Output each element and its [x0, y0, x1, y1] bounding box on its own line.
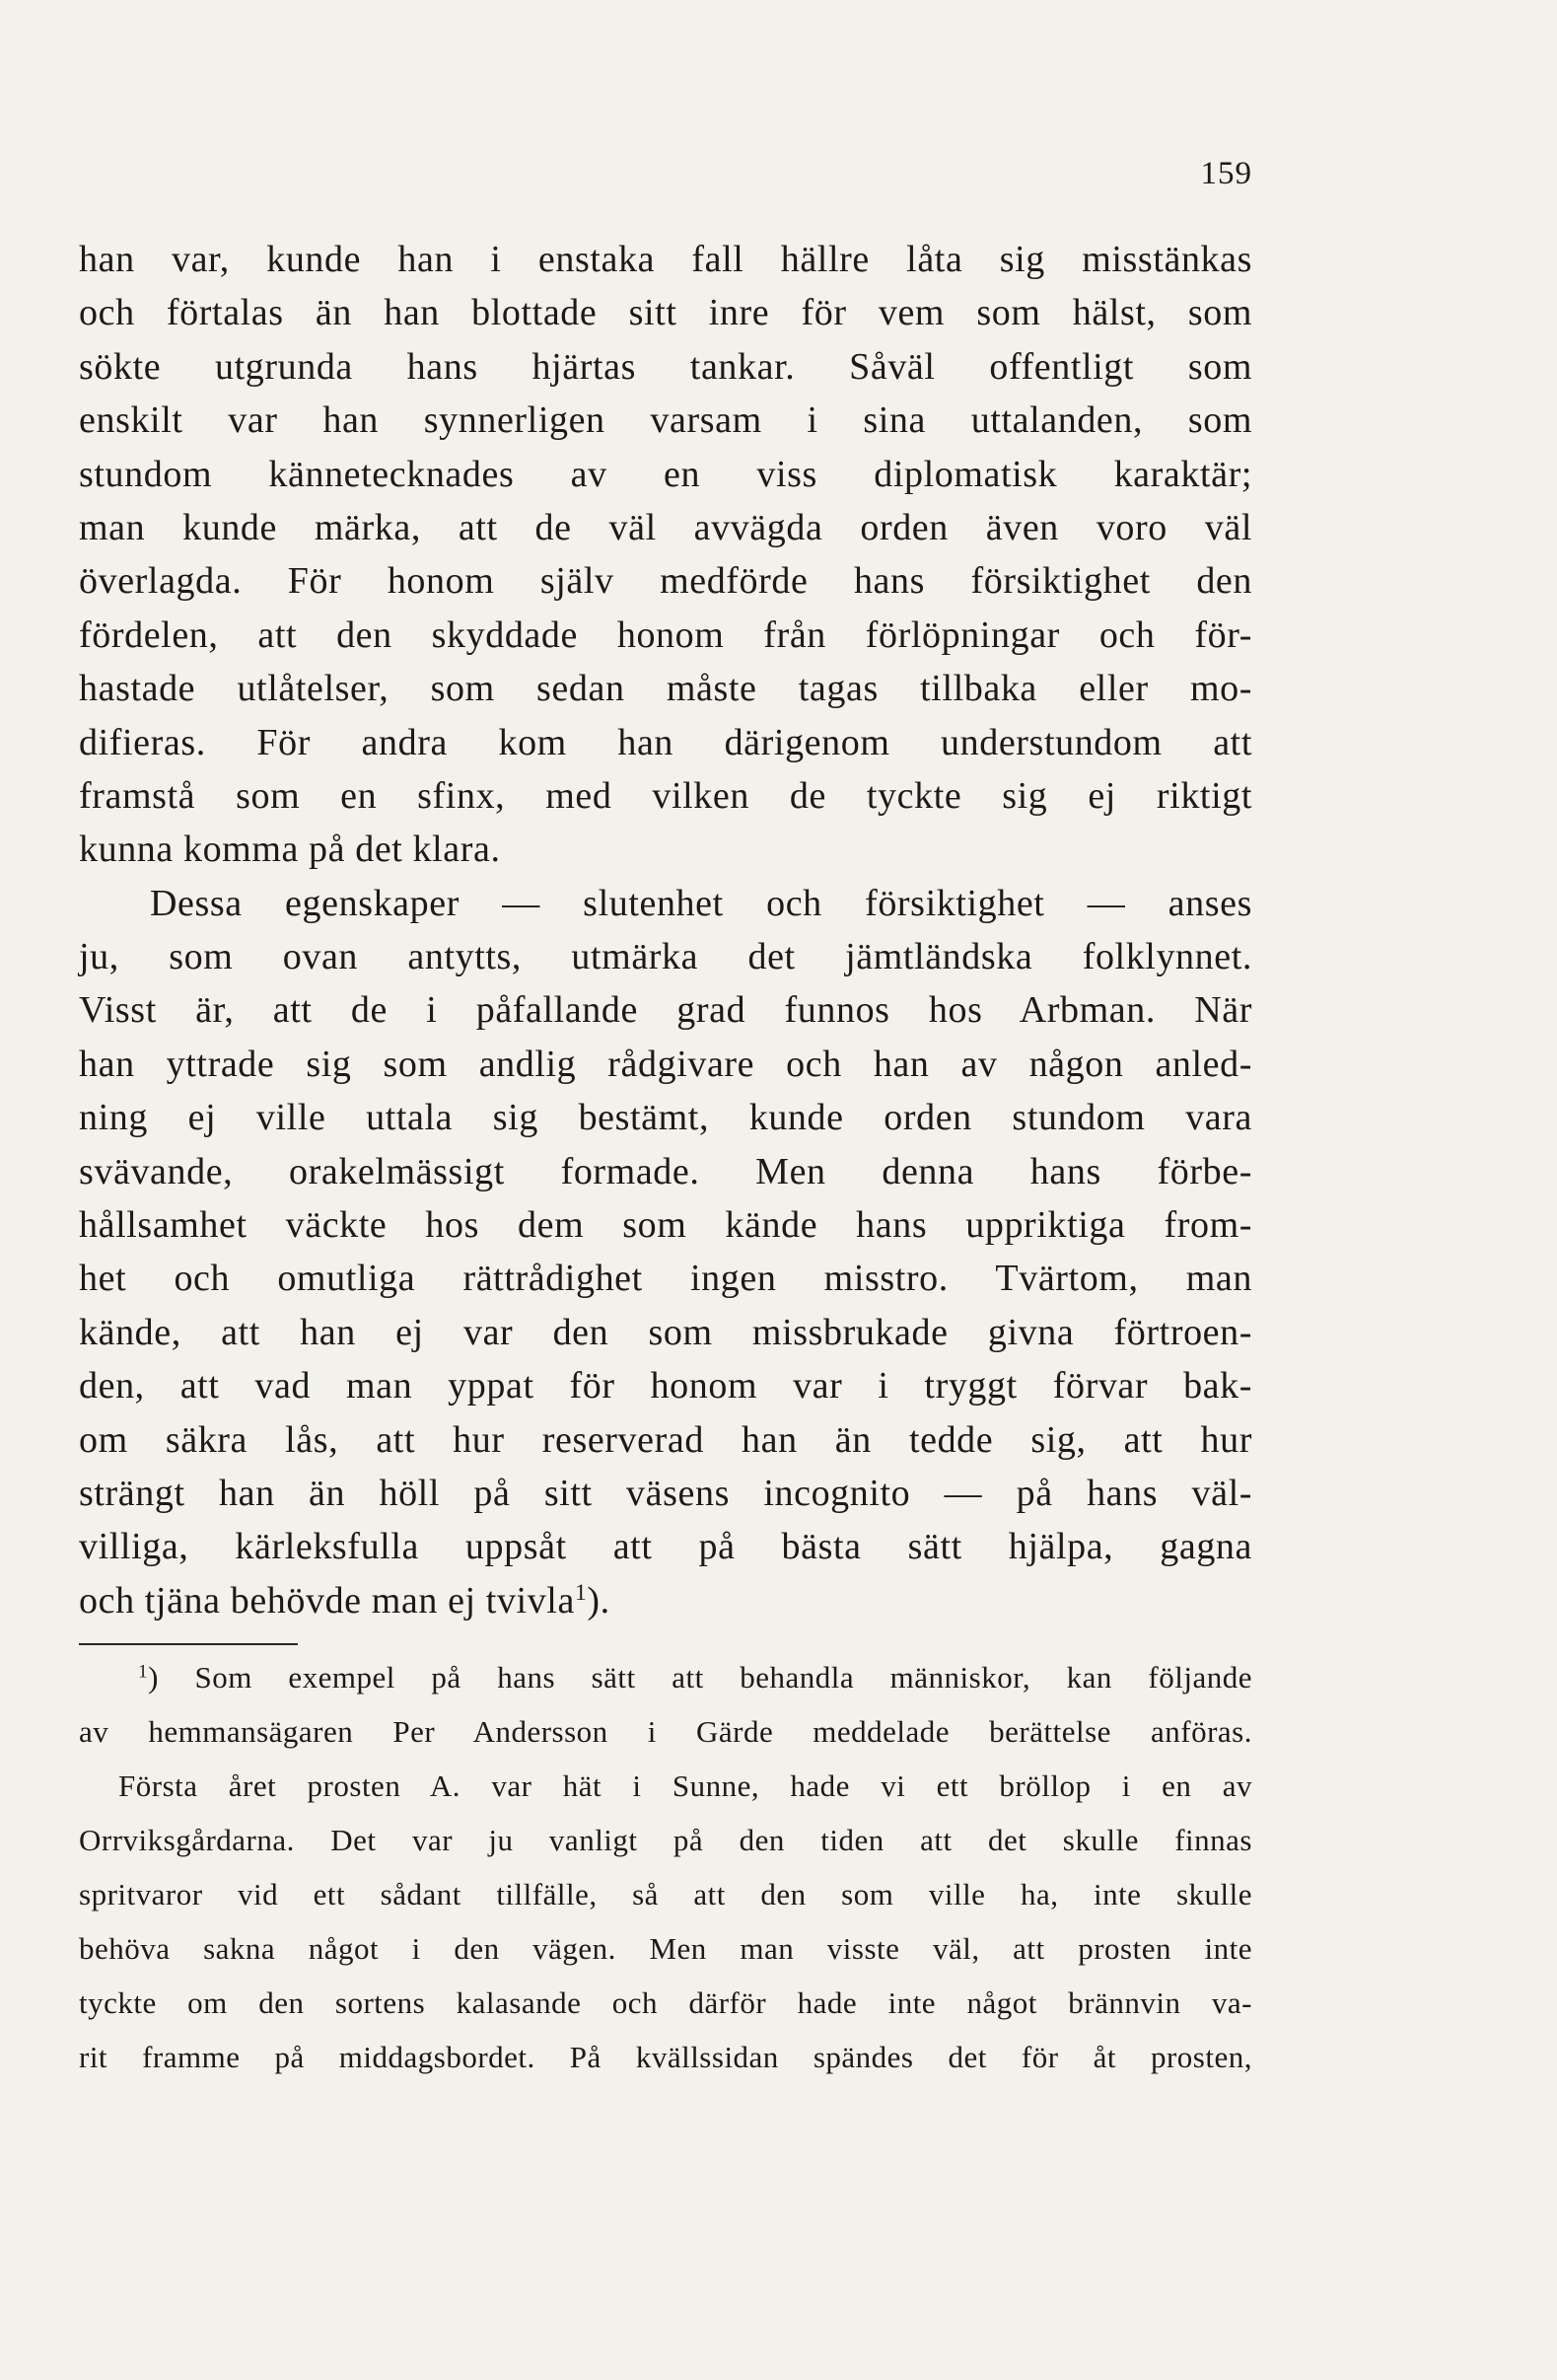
- footnote-line: rit framme på middagsbordet. På kvällssidan spändes det för åt prosten,: [79, 2040, 1252, 2074]
- footnote-line: behöva sakna något i den vägen. Men man visste väl, att prosten inte: [79, 1931, 1252, 1966]
- text-line: hastade utlåtelser, som sedan måste tagas tillbaka eller mo-: [79, 668, 1252, 710]
- text-line: sökte utgrunda hans hjärtas tankar. Såväl offentligt som: [79, 345, 1252, 388]
- text-line: framstå som en sfinx, med vilken de tyckte sig ej riktigt: [79, 774, 1252, 817]
- text-line: kände, att han ej var den som missbrukade givna förtroen-: [79, 1311, 1252, 1353]
- text-line: stundom kännetecknades av en viss diplomatisk karaktär;: [79, 453, 1252, 495]
- text-line: man kunde märka, att de väl avvägda orden även voro väl: [79, 506, 1252, 548]
- text-line: han var, kunde han i enstaka fall hällre låta sig misstänkas: [79, 239, 1252, 280]
- text-line: enskilt var han synnerligen varsam i sina uttalanden, som: [79, 399, 1252, 442]
- text-line: het och omutliga rättrådighet ingen misstro. Tvärtom, man: [79, 1258, 1252, 1300]
- text-line: Visst är, att de i påfallande grad funnos hos Arbman. När: [79, 989, 1252, 1032]
- text-line: överlagda. För honom själv medförde hans försiktighet den: [79, 560, 1252, 603]
- footnote-line: [79, 1650, 1252, 1704]
- footnote-line: Orrviksgårdarna. Det var ju vanligt på den tiden att det skulle finnas: [79, 1823, 1252, 1857]
- footnotes: [79, 1650, 1252, 2084]
- footnote-line: spritvaror vid ett sådant tillfälle, så att den som ville ha, inte skulle: [79, 1877, 1252, 1911]
- text-line: ning ej ville uttala sig bestämt, kunde orden stundom vara: [79, 1097, 1252, 1139]
- text-line-final-content: och tjäna behövde man ej tvivla: [79, 1579, 575, 1622]
- text-line: den, att vad man yppat för honom var i tryggt förvar bak-: [79, 1365, 1252, 1407]
- text-line-final: [79, 1574, 1252, 1627]
- text-line: villiga, kärleksfulla uppsåt att på bästa sätt hjälpa, gagna: [79, 1526, 1252, 1568]
- footnote-separator: [79, 1643, 298, 1645]
- footnote-line-content: ) Som exempel på hans sätt att behandla människor, kan följande: [148, 1660, 1252, 1695]
- text-line: han yttrade sig som andlig rådgivare och han av någon anled-: [79, 1043, 1252, 1085]
- text-line: Dessa egenskaper — slutenhet och försiktighet — anses: [150, 882, 1252, 924]
- text-line: hållsamhet väckte hos dem som kände hans uppriktiga from-: [79, 1204, 1252, 1247]
- text-line: ju, som ovan antytts, utmärka det jämtländska folklynnet.: [79, 936, 1252, 978]
- text-line: difieras. För andra kom han därigenom understundom att: [79, 721, 1252, 763]
- footnote-line: Första året prosten A. var hät i Sunne, hade vi ett bröllop i en av: [118, 1768, 1252, 1803]
- page-number: 159: [1200, 156, 1252, 191]
- text-line: strängt han än höll på sitt väsens incognito — på hans väl-: [79, 1472, 1252, 1514]
- text-line: kunna komma på det klara.: [79, 829, 501, 871]
- text-line: om säkra lås, att hur reserverad han än tedde sig, att hur: [79, 1418, 1252, 1461]
- footnote-marker: 1: [138, 1661, 149, 1683]
- footnote-line: av hemmansägaren Per Andersson i Gärde meddelade berättelse anföras.: [79, 1714, 1252, 1749]
- text-line: och förtalas än han blottade sitt inre för vem som hälst, som: [79, 292, 1252, 334]
- footnote-line: tyckte om den sortens kalasande och därför hade inte något brännvin va-: [79, 1985, 1252, 2020]
- text-line: svävande, orakelmässigt formade. Men denna hans förbe-: [79, 1150, 1252, 1192]
- text-line: fördelen, att den skyddade honom från förlöpningar och för-: [79, 613, 1252, 656]
- footnote-reference: 1: [574, 1579, 588, 1606]
- text-line-final-suffix: ).: [587, 1579, 610, 1622]
- body-text: [79, 233, 1252, 1627]
